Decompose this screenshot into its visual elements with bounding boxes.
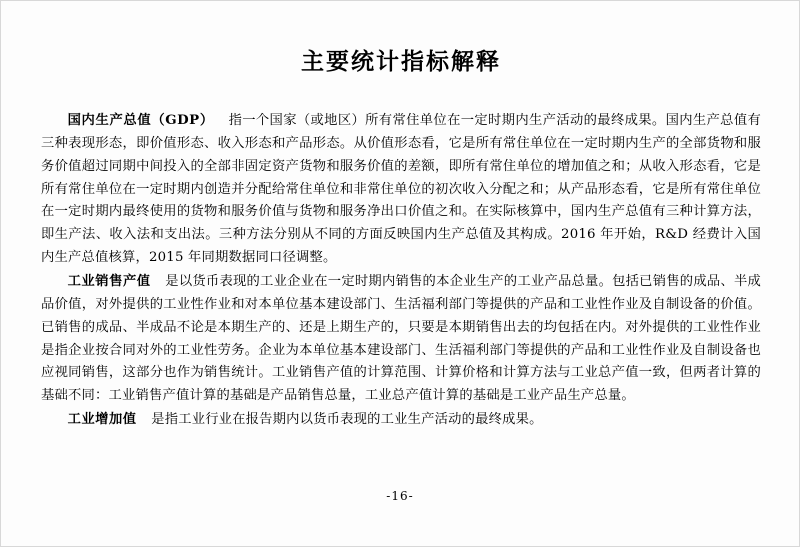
- page-title: 主要统计指标解释: [301, 48, 501, 75]
- page-content-area: [41, 1, 761, 548]
- document-body: [41, 110, 761, 432]
- paragraph-gdp-text: 指一个国家（或地区）所有常住单位在一定时期内生产活动的最终成果。国内生产总值有三种表现形态，即价值形态、收入形态和产品形态。从价值形态看，它是所有常住单位在一定时期内生产的全部货物和服务价值超过同期中间投入的全部非固定资产货物和服务价值的差额，即所有常住单位的增加值之和；从收入形态看，它是所有常住单位在一定时期内创造并分配给常住单位和非常住单位的初次收入分配之和；从产品形态看，它是所有常住单位在一定时期内最终使用的货物和服务价值与货物和服务净出口价值之和。在实际核算中，国内生产总值有三种计算方法，即生产法、收入法和支出法。三种方法分别从不同的方面反映国内生产总值及其构成。2016 年开始，R&D 经费计入国内生产总值核算，2015 年同期数据同口径调整。: [41, 113, 761, 266]
- paragraph-industrial-sales-value: [41, 271, 761, 408]
- paragraph-industrial-added-value: [41, 409, 761, 432]
- paragraph-gdp: [41, 110, 761, 270]
- page-number: -16-: [386, 489, 414, 503]
- paragraph-industrial-added-value-text: 是指工业行业在报告期内以货币表现的工业生产活动的最终成果。: [151, 412, 543, 428]
- paragraph-industrial-sales-value-text: 是以货币表现的工业企业在一定时期内销售的本企业生产的工业产品总量。包括已销售的成品、半成品价值，对外提供的工业性作业和对本单位基本建设部门、生活福利部门等提供的产品和工业性作业及自制设备的价值。已销售的成品、半成品不论是本期生产的、还是上期生产的，只要是本期销售出去的均包括在内。对外提供的工业性作业是指企业按合同对外的工业性劳务。企业为本单位基本建设部门、生活福利部门等提供的产品和工业性作业及自制设备也应视同销售，这部分也作为销售统计。工业销售产值的计算范围、计算价格和计算方法与工业总产值一致，但两者计算的基础不同：工业销售产值计算的基础是产品销售总量，工业总产值计算的基础是工业产品生产总量。: [41, 274, 761, 404]
- term-industrial-added-value: 工业增加值: [67, 412, 137, 428]
- term-industrial-sales-value: 工业销售产值: [67, 274, 151, 290]
- term-gdp: 国内生产总值（GDP）: [67, 113, 214, 128]
